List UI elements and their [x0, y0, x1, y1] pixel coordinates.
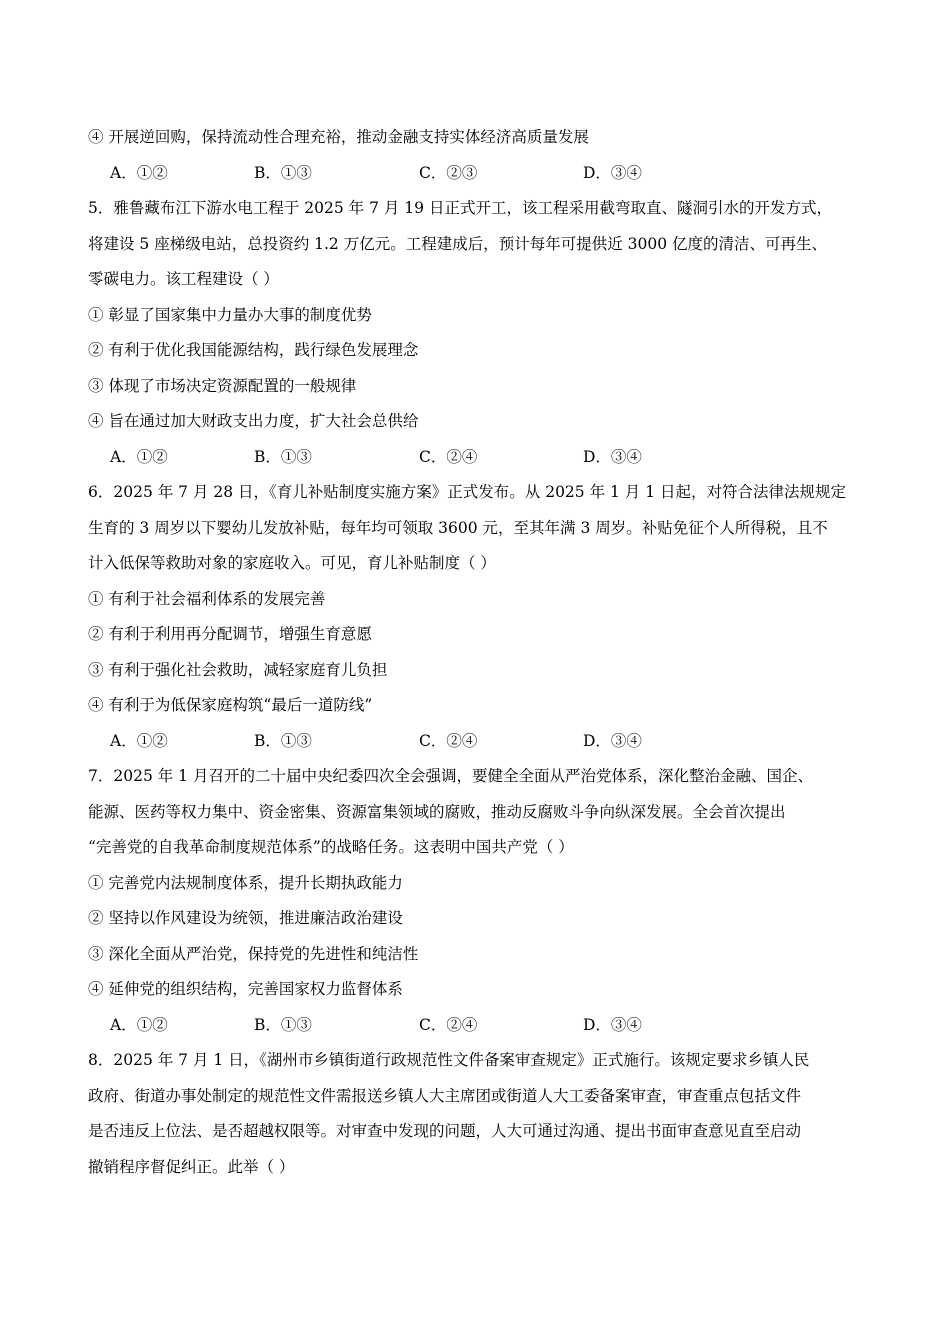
q5-option-4: ④ 旨在通过加大财政支出力度，扩大社会总供给 — [88, 412, 419, 430]
q6-choice-b: B．①③ — [254, 731, 312, 750]
q6-option-2: ② 有利于利用再分配调节，增强生育意愿 — [88, 625, 372, 643]
q7-option-3: ③ 深化全面从严治党，保持党的先进性和纯洁性 — [88, 944, 419, 963]
q4-option-4: ④ 开展逆回购，保持流动性合理充裕，推动金融支持实体经济高质量发展 — [88, 128, 589, 146]
q5-option-3: ③ 体现了市场决定资源配置的一般规律 — [88, 376, 357, 395]
q6-choice-a: A．①② — [110, 731, 168, 750]
q5-choice-d: D．③④ — [583, 447, 642, 466]
q7-choice-a: A．①② — [110, 1015, 168, 1034]
q7-choices — [88, 1008, 868, 1044]
q6-choices — [88, 724, 868, 760]
q6-option-1: ① 有利于社会福利体系的发展完善 — [88, 589, 326, 608]
q6-stem-line-2: 生育的 3 周岁以下婴幼儿发放补贴，每年均可领取 3600 元，至其年满 3 周岁。补贴免征个人所得税，且不 — [88, 518, 828, 537]
q7-choice-c: C．②④ — [419, 1015, 478, 1034]
q7-option-1: ① 完善党内法规制度体系，提升长期执政能力 — [88, 873, 403, 892]
q4-choice-b: B．①③ — [254, 163, 312, 182]
q5-choice-b: B．①③ — [254, 447, 312, 466]
q7-choice-d: D．③④ — [583, 1015, 642, 1034]
q5-choice-c: C．②④ — [419, 447, 478, 466]
q6-choice-c: C．②④ — [419, 731, 478, 750]
q4-choice-a: A．①② — [110, 163, 168, 182]
q8-stem-line-2: 政府、街道办事处制定的规范性文件需报送乡镇人大主席团或街道人大工委备案审查，审查重点包括文件 — [88, 1086, 802, 1105]
q5-stem-line-1: 5．雅鲁藏布江下游水电工程于 2025 年 7 月 19 日正式开工，该工程采用截弯取直、隧洞引水的开发方式， — [88, 199, 832, 217]
q7-stem-line-3: “完善党的自我革命制度规范体系”的战略任务。这表明中国共产党（ ） — [88, 838, 574, 856]
q6-option-3: ③ 有利于强化社会救助，减轻家庭育儿负担 — [88, 660, 388, 679]
q6-option-4: ④ 有利于为低保家庭构筑“最后一道防线” — [88, 696, 373, 714]
q6-choice-d: D．③④ — [583, 731, 642, 750]
exam-page — [88, 120, 868, 1185]
q7-option-2: ② 坚持以作风建设为统领，推进廉洁政治建设 — [88, 909, 403, 927]
q5-choice-a: A．①② — [110, 447, 168, 466]
q7-stem-line-2: 能源、医药等权力集中、资金密集、资源富集领域的腐败，推动反腐败斗争向纵深发展。全会首次提出 — [88, 802, 786, 821]
q4-choice-d: D．③④ — [583, 163, 642, 182]
q5-stem-line-3: 零碳电力。该工程建设（ ） — [88, 270, 279, 288]
q7-stem-line-1: 7．2025 年 1 月召开的二十届中央纪委四次全会强调，要健全全面从严治党体系，深化整治金融、国企、 — [88, 767, 813, 785]
q5-option-1: ① 彰显了国家集中力量办大事的制度优势 — [88, 305, 372, 324]
q5-choices — [88, 440, 868, 476]
q7-choice-b: B．①③ — [254, 1015, 312, 1034]
q8-stem-line-4: 撤销程序督促纠正。此举（ ） — [88, 1157, 295, 1176]
q5-option-2: ② 有利于优化我国能源结构，践行绿色发展理念 — [88, 341, 419, 359]
q6-stem-line-3: 计入低保等救助对象的家庭收入。可见，育儿补贴制度（ ） — [88, 554, 496, 572]
q5-stem-line-2: 将建设 5 座梯级电站，总投资约 1.2 万亿元。工程建成后，预计每年可提供近 3000 亿度的清洁、可再生、 — [88, 234, 828, 253]
q6-stem-line-1: 6．2025 年 7 月 28 日，《育儿补贴制度实施方案》正式发布。从 2025 年 1 月 1 日起，对符合法律法规规定 — [88, 483, 847, 501]
q8-stem-line-3: 是否违反上位法、是否超越权限等。对审查中发现的问题，人大可通过沟通、提出书面审查意见直至启动 — [88, 1122, 802, 1140]
q7-option-4: ④ 延伸党的组织结构，完善国家权力监督体系 — [88, 980, 403, 998]
q4-choices — [88, 156, 868, 192]
q4-choice-c: C．②③ — [419, 163, 478, 182]
q8-stem-line-1: 8．2025 年 7 月 1 日，《湖州市乡镇街道行政规范性文件备案审查规定》正式施行。该规定要求乡镇人民 — [88, 1051, 810, 1069]
